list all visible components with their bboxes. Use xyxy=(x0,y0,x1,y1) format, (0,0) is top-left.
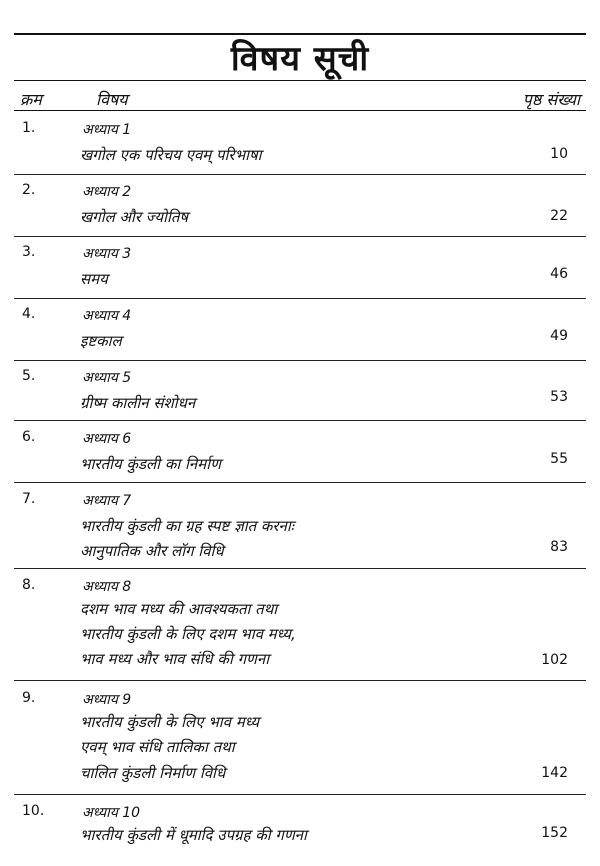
entry-page: 152 xyxy=(541,825,568,841)
entry-chapter: अध्याय 9 xyxy=(82,692,132,708)
entry-separator xyxy=(14,236,586,237)
entry-number: 10. xyxy=(22,803,45,819)
entry-separator xyxy=(14,568,586,569)
entry-page: 55 xyxy=(550,451,568,467)
entry-chapter: अध्याय 7 xyxy=(82,493,132,509)
entry-page: 22 xyxy=(550,208,568,224)
title-rule xyxy=(14,80,586,81)
entry-title-line: खगोल और ज्योतिष xyxy=(80,208,189,226)
entry-separator xyxy=(14,298,586,299)
entry-title-line: भारतीय कुंडली के लिए दशम भाव मध्य, xyxy=(80,625,296,643)
entry-number: 3. xyxy=(22,244,36,260)
entry-chapter: अध्याय 5 xyxy=(82,370,132,386)
entry-number: 4. xyxy=(22,306,36,322)
entry-number: 5. xyxy=(22,368,36,384)
entry-number: 8. xyxy=(22,577,36,593)
entry-separator xyxy=(14,482,586,483)
header-vishay: विषय xyxy=(96,90,128,109)
entry-title-line: दशम भाव मध्य की आवश्यकता तथा xyxy=(80,600,278,618)
entry-title-line: ग्रीष्म कालीन संशोधन xyxy=(80,394,196,412)
entry-page: 142 xyxy=(541,765,568,781)
header-rule xyxy=(14,110,586,111)
entry-title-line: भारतीय कुंडली के लिए भाव मध्य xyxy=(80,713,260,731)
entry-page: 10 xyxy=(550,146,568,162)
entry-title-line: भारतीय कुंडली में धूमादि उपग्रह की गणना xyxy=(80,826,307,844)
entry-title-line: खगोल एक परिचय एवम् परिभाषा xyxy=(80,146,262,164)
page-title: विषय सूची xyxy=(230,39,370,79)
entry-title-line: चालित कुंडली निर्माण विधि xyxy=(80,764,226,782)
entry-page: 83 xyxy=(550,539,568,555)
entry-chapter: अध्याय 3 xyxy=(82,246,132,262)
header-page-number: पृष्ठ संख्या xyxy=(522,90,580,109)
entry-page: 49 xyxy=(550,328,568,344)
entry-title-line: भारतीय कुंडली का निर्माण xyxy=(80,455,221,473)
entry-separator xyxy=(14,794,586,795)
entry-separator xyxy=(14,174,586,175)
entry-title-line: समय xyxy=(80,270,108,288)
entry-separator xyxy=(14,420,586,421)
entry-separator xyxy=(14,680,586,681)
entry-title-line: भारतीय कुंडली का ग्रह स्पष्ट ज्ञात करनाः xyxy=(80,517,294,535)
entry-number: 7. xyxy=(22,491,36,507)
entry-chapter: अध्याय 2 xyxy=(82,184,132,200)
entry-title-line: इष्टकाल xyxy=(80,332,122,350)
entry-separator xyxy=(14,360,586,361)
entry-page: 53 xyxy=(550,389,568,405)
entry-chapter: अध्याय 4 xyxy=(82,308,132,324)
entry-title-line: एवम् भाव संधि तालिका तथा xyxy=(80,738,235,756)
entry-number: 2. xyxy=(22,182,36,198)
entry-title-line: भाव मध्य और भाव संधि की गणना xyxy=(80,650,270,668)
entry-number: 9. xyxy=(22,690,36,706)
entry-chapter: अध्याय 6 xyxy=(82,431,132,447)
entry-number: 6. xyxy=(22,429,36,445)
entry-chapter: अध्याय 8 xyxy=(82,579,132,595)
header-krama: क्रम xyxy=(20,90,42,109)
entry-chapter: अध्याय 10 xyxy=(82,805,141,821)
entry-page: 46 xyxy=(550,266,568,282)
entry-number: 1. xyxy=(22,120,36,136)
entry-page: 102 xyxy=(541,652,568,668)
entry-title-line: आनुपातिक और लॉग विधि xyxy=(80,542,224,560)
entry-chapter: अध्याय 1 xyxy=(82,122,132,138)
